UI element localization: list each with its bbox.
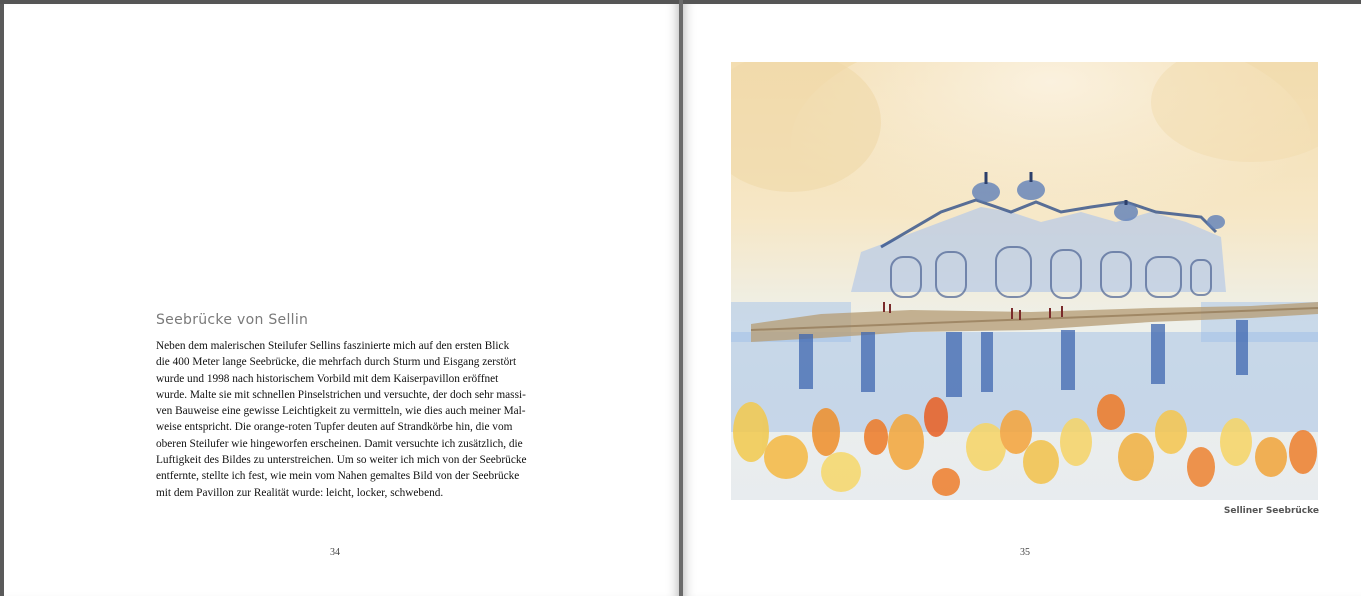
image-caption: Selliner Seebrücke (1223, 506, 1319, 516)
text-line: Neben dem malerischen Steilufer Sellins faszinierte mich auf den ersten Blick (156, 340, 510, 352)
watercolor-painting (731, 62, 1318, 500)
text-line: entfernte, stellte ich fest, wie mein vom Nahen gemaltes Bild von der Seebrücke (156, 470, 520, 483)
left-page (4, 4, 679, 596)
text-line: oberen Steilufer wie hingeworfen erscheinen. Damit versuchte ich zusätzlich, die (156, 437, 523, 450)
right-page (683, 4, 1361, 596)
text-line: weise entspricht. Die orange-roten Tupfer deuten auf Strandkörbe hin, die vom (156, 421, 513, 434)
page-number-right: 35 (1020, 547, 1030, 558)
text-line: Luftigkeit des Bildes zu unterstreichen. Um so weiter ich mich von der Seebrücke (156, 454, 527, 467)
body-text (156, 338, 528, 501)
text-line: ven Bauweise eine gewisse Leichtigkeit zu vermitteln, wie dies auch meiner Mal- (156, 405, 526, 418)
text-line: mit dem Pavillon zur Realität wurde: leicht, locker, schwebend. (156, 486, 444, 499)
text-line: die 400 Meter lange Seebrücke, die mehrfach durch Sturm und Eisgang zerstört (156, 356, 517, 369)
page-number-left: 34 (330, 547, 340, 558)
text-line: wurde und 1998 nach historischem Vorbild mit dem Kaiserpavillon eröffnet (156, 372, 499, 385)
text-line: wurde. Malte sie mit schnellen Pinselstrichen und versuchte, der doch sehr massi- (156, 388, 526, 401)
page-title: Seebrücke von Sellin (156, 312, 309, 328)
